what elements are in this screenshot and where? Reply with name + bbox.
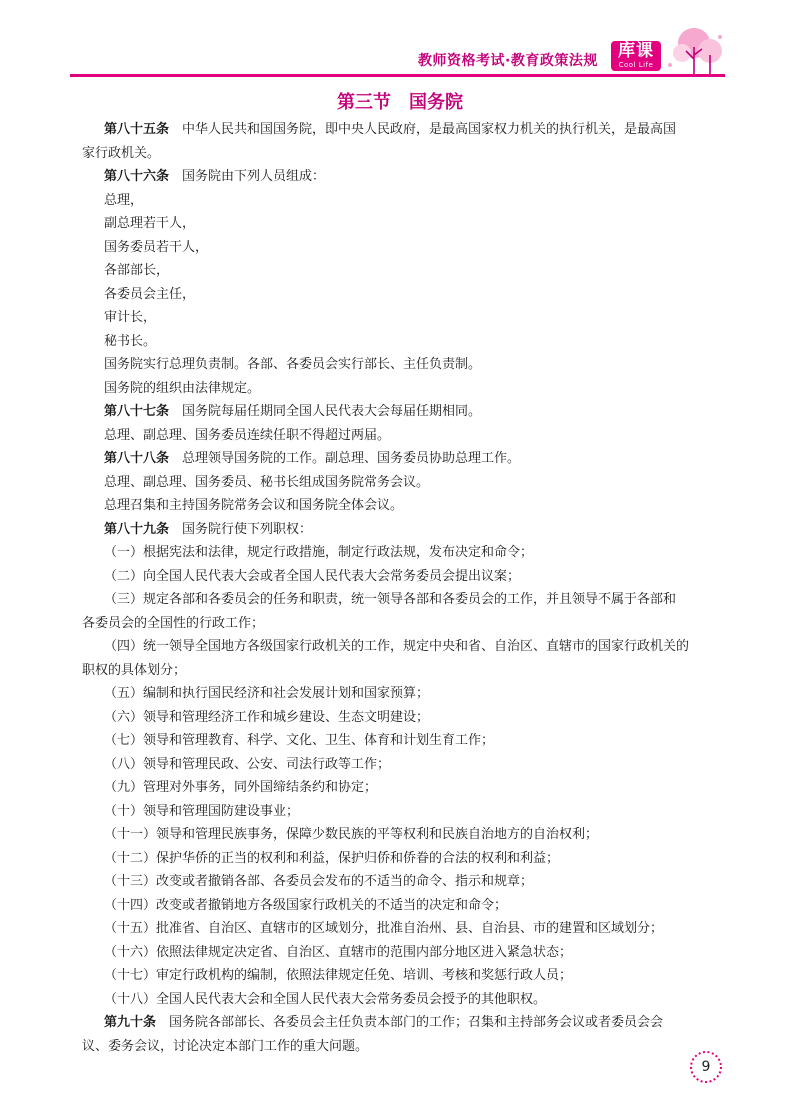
body-paragraph: [104, 682, 720, 706]
article-paragraph: [104, 447, 720, 471]
paragraph-text: （七）领导和管理教育、科学、文化、卫生、体育和计划生育工作；: [104, 733, 495, 748]
paragraph-text: （四）统一领导全国地方各级国家行政机关的工作，规定中央和省、自治区、直辖市的国家行政机关的: [104, 639, 690, 654]
page-number-badge: [689, 1050, 723, 1084]
body-paragraph: [104, 870, 720, 894]
article-number: 第九十条: [104, 1015, 157, 1030]
article-body: [82, 118, 720, 1058]
paragraph-text: 国务院的组织由法律规定。: [104, 380, 261, 396]
body-paragraph: [104, 189, 720, 213]
body-paragraph: [104, 541, 720, 565]
paragraph-text: 总理、副总理、国务委员、秘书长组成国务院常务会议。: [104, 474, 430, 490]
paragraph-text: （六）领导和管理经济工作和城乡建设、生态文明建设；: [104, 709, 430, 725]
paragraph-text: （十）领导和管理国防建设事业；: [104, 803, 300, 819]
paragraph-text: （五）编制和执行国民经济和社会发展计划和国家预算；: [104, 686, 430, 701]
brand-logo: [611, 41, 661, 71]
paragraph-continuation: 职权的具体划分；: [82, 662, 187, 678]
paragraph-text: 副总理若干人，: [104, 216, 196, 231]
paragraph-text: （十八）全国人民代表大会和全国人民代表大会常务委员会授予的其他职权。: [104, 991, 547, 1007]
body-paragraph: [104, 964, 720, 988]
paragraph-continuation: 各委员会的全国性的行政工作；: [82, 615, 265, 631]
article-number: 第八十八条: [104, 451, 170, 466]
body-paragraph: [104, 776, 720, 800]
body-paragraph: [104, 494, 720, 518]
paragraph-text: 国务院每届任期同全国人民代表大会每届任期相同。: [182, 404, 482, 419]
paragraph-text: （九）管理对外事务，同外国缔结条约和协定；: [104, 780, 378, 795]
article-paragraph: [104, 1011, 720, 1035]
paragraph-text: 审计长，: [104, 310, 157, 325]
tree-decoration-icon: [664, 25, 728, 77]
paragraph-text: 总理召集和主持国务院常务会议和国务院全体会议。: [104, 498, 404, 513]
page-number: 9: [701, 1059, 711, 1075]
body-paragraph: [104, 306, 720, 330]
paragraph-continuation: 议、委务会议，讨论决定本部门工作的重大问题。: [82, 1038, 369, 1054]
paragraph-continuation: 家行政机关。: [82, 145, 161, 161]
paragraph-text: 国务院由下列人员组成：: [182, 169, 326, 184]
paragraph-text: （八）领导和管理民政、公安、司法行政等工作；: [104, 756, 391, 772]
body-paragraph: [104, 847, 720, 871]
paragraph-text: （三）规定各部和各委员会的任务和职责，统一领导各部和各委员会的工作，并且领导不属于各部和: [104, 592, 677, 607]
body-paragraph: [104, 212, 720, 236]
paragraph-text: （十七）审定行政机构的编制，依照法律规定任免、培训、考核和奖惩行政人员；: [104, 968, 573, 983]
header-divider: [70, 74, 725, 77]
paragraph-text: 国务委员若干人，: [104, 239, 209, 255]
article-paragraph: [104, 400, 720, 424]
paragraph-text: 总理、副总理、国务委员连续任职不得超过两届。: [104, 427, 391, 443]
body-paragraph: [104, 259, 720, 283]
paragraph-text: 总理，: [104, 192, 144, 208]
body-paragraph: [104, 941, 720, 965]
article-paragraph: [104, 118, 720, 142]
paragraph-text: 国务院各部部长、各委员会主任负责本部门的工作；召集和主持部务会议或者委员会会: [169, 1015, 664, 1030]
page-header: [0, 0, 800, 80]
body-paragraph: [104, 988, 720, 1012]
header-title: 教师资格考试·教育政策法规: [418, 53, 598, 69]
paragraph-text: 秘书长。: [104, 333, 157, 349]
paragraph-text: （二）向全国人民代表大会或者全国人民代表大会常务委员会提出议案；: [104, 568, 521, 584]
paragraph-text: 各委员会主任，: [104, 286, 196, 302]
paragraph-text: 国务院行使下列职权：: [182, 521, 313, 537]
paragraph-text: （十四）改变或者撤销地方各级国家行政机关的不适当的决定和命令；: [104, 897, 508, 913]
paragraph-text: （十五）批准省、自治区、直辖市的区域划分，批准自治州、县、自治县、市的建置和区域划分；: [104, 921, 664, 936]
body-paragraph: [104, 424, 720, 448]
paragraph-text: 国务院实行总理负责制。各部、各委员会实行部长、主任负责制。: [104, 357, 482, 372]
article-number: 第八十九条: [104, 521, 170, 537]
body-paragraph: [104, 917, 720, 941]
paragraph-text: （一）根据宪法和法律，规定行政措施，制定行政法规，发布决定和命令；: [104, 545, 534, 560]
body-paragraph: [104, 236, 720, 260]
logo-text: 库课: [618, 41, 654, 61]
body-paragraph: [104, 635, 720, 659]
article-number: 第八十六条: [104, 169, 170, 184]
paragraph-text: （十二）保护华侨的正当的权利和利益，保护归侨和侨眷的合法的权利和利益；: [104, 850, 560, 866]
body-paragraph: [104, 800, 720, 824]
article-number: 第八十五条: [104, 122, 170, 137]
body-paragraph: [104, 894, 720, 918]
body-paragraph: [104, 471, 720, 495]
paragraph-text: 各部部长，: [104, 263, 170, 278]
body-paragraph: [104, 565, 720, 589]
body-paragraph: [104, 706, 720, 730]
section-title: 第三节 国务院: [337, 92, 463, 113]
article-paragraph: [104, 165, 720, 189]
paragraph-text: （十三）改变或者撤销各部、各委员会发布的不适当的命令、指示和规章；: [104, 874, 534, 889]
article-number: 第八十七条: [104, 404, 170, 419]
body-paragraph: [104, 753, 720, 777]
paragraph-text: （十六）依照法律规定决定省、自治区、直辖市的范围内部分地区进入紧急状态；: [104, 944, 573, 960]
body-paragraph: [104, 330, 720, 354]
body-paragraph: [104, 283, 720, 307]
paragraph-text: 中华人民共和国国务院，即中央人民政府，是最高国家权力机关的执行机关，是最高国: [182, 122, 677, 137]
paragraph-text: 总理领导国务院的工作。副总理、国务委员协助总理工作。: [182, 451, 521, 466]
body-paragraph: [104, 729, 720, 753]
article-paragraph: [104, 518, 720, 542]
logo-subtext: Cool Life: [618, 61, 654, 69]
body-paragraph: [104, 353, 720, 377]
body-paragraph: [104, 588, 720, 612]
body-paragraph: [104, 823, 720, 847]
body-paragraph: [104, 377, 720, 401]
paragraph-text: （十一）领导和管理民族事务，保障少数民族的平等权利和民族自治地方的自治权利；: [104, 827, 599, 842]
